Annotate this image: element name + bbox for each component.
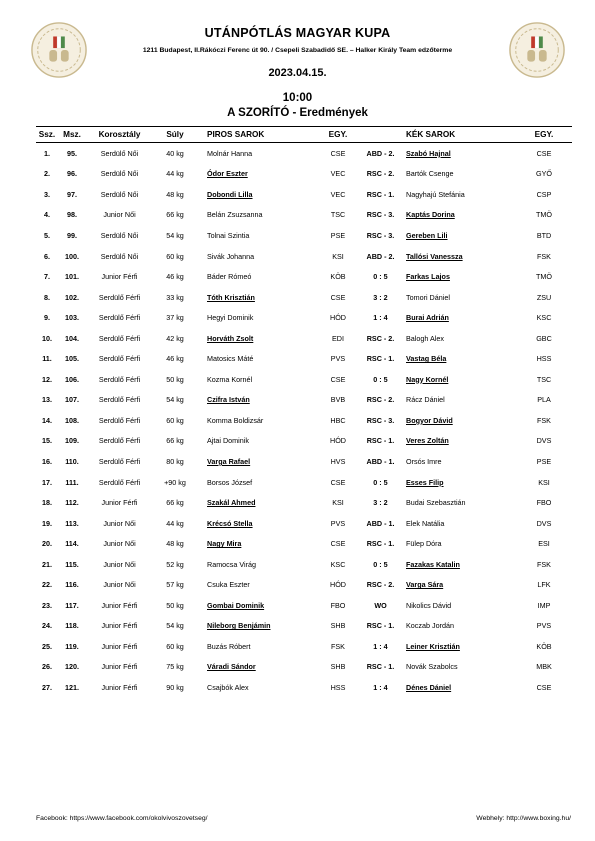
match-number: 105. (65, 354, 79, 364)
blue-corner-club: ZSU (536, 292, 552, 302)
weight-class: 48 kg (166, 189, 184, 199)
red-corner-club: TSC (330, 210, 346, 220)
blue-corner-club: GYŐ (536, 169, 552, 179)
red-corner-boxer: Váradi Sándor (207, 662, 256, 672)
col-header-korosztaly: Korosztály (86, 127, 153, 143)
red-corner-club: BVB (330, 395, 346, 405)
blue-corner-boxer: Budai Szebasztián (406, 498, 466, 508)
red-corner-boxer: Czifra István (207, 395, 250, 405)
table-row (36, 677, 572, 698)
blue-corner-boxer: Dénes Dániel (406, 682, 452, 692)
table-row (36, 266, 572, 287)
red-corner-boxer: Kozma Kornél (207, 374, 253, 384)
age-category: Serdülő Férfi (98, 395, 141, 405)
bout-number: 2. (44, 169, 50, 179)
age-category: Junior Női (103, 580, 136, 590)
bout-result: ABD - 1. (366, 518, 395, 528)
blue-corner-boxer: Leiner Krisztián (406, 641, 460, 651)
age-category: Serdülő Férfi (98, 333, 141, 343)
match-number: 119. (65, 641, 79, 651)
table-row (36, 307, 572, 328)
red-corner-boxer: Gombai Dominik (207, 600, 265, 610)
bout-result: RSC - 1. (366, 539, 395, 549)
bout-number: 27. (42, 682, 52, 692)
table-row (36, 369, 572, 390)
weight-class: 52 kg (166, 559, 184, 569)
match-number: 95. (67, 148, 77, 158)
red-corner-boxer: Krécsó Stella (207, 518, 253, 528)
table-row (36, 451, 572, 472)
event-title: UTÁNPÓTLÁS MAGYAR KUPA (204, 26, 391, 40)
table-row (36, 164, 572, 185)
bout-number: 3. (44, 189, 50, 199)
bout-number: 5. (44, 230, 50, 240)
match-number: 104. (65, 333, 79, 343)
blue-corner-boxer: Novák Szabolcs (406, 662, 458, 672)
bout-number: 24. (42, 621, 52, 631)
red-corner-boxer: Komma Boldizsár (207, 415, 264, 425)
col-header-egy-blue: EGY. (516, 127, 572, 143)
bout-result: 1 : 4 (373, 682, 388, 692)
red-corner-boxer: Tóth Krisztián (207, 292, 255, 302)
bout-number: 21. (42, 559, 52, 569)
weight-class: +90 kg (164, 477, 186, 487)
weight-class: 42 kg (166, 333, 184, 343)
table-row (36, 492, 572, 513)
match-number: 111. (65, 477, 79, 487)
bout-number: 12. (42, 374, 52, 384)
table-row (36, 472, 572, 493)
event-date: 2023.04.15. (268, 67, 327, 79)
weight-class: 54 kg (166, 395, 184, 405)
results-body (36, 143, 572, 698)
red-corner-club: HBC (330, 415, 346, 425)
red-corner-boxer: Ajtai Dominik (207, 436, 249, 446)
bout-number: 22. (42, 580, 52, 590)
red-corner-boxer: Dobondi Lilla (207, 189, 253, 199)
footer-website: Webhely: http://www.boxing.hu/ (476, 815, 571, 822)
match-number: 106. (65, 374, 79, 384)
col-header-suly: Súly (153, 127, 197, 143)
red-corner-club: PVS (330, 518, 346, 528)
table-row (36, 328, 572, 349)
red-corner-boxer: Csajbók Alex (207, 682, 249, 692)
results-table (36, 126, 572, 698)
match-number: 103. (65, 313, 79, 323)
weight-class: 66 kg (166, 498, 184, 508)
match-number: 113. (65, 518, 79, 528)
blue-corner-boxer: Esses Filip (406, 477, 444, 487)
bout-result: 0 : 5 (373, 272, 388, 282)
red-corner-club: HÓD (330, 580, 346, 590)
red-corner-club: VEC (330, 169, 346, 179)
blue-corner-boxer: Bartók Csenge (406, 169, 454, 179)
weight-class: 44 kg (166, 518, 184, 528)
blue-corner-club: FBO (536, 498, 552, 508)
bout-number: 19. (42, 518, 52, 528)
match-number: 115. (65, 559, 79, 569)
red-corner-boxer: Csuka Eszter (207, 580, 250, 590)
red-corner-boxer: Molnár Hanna (207, 148, 253, 158)
age-category: Serdülő Női (100, 251, 139, 261)
table-row (36, 205, 572, 226)
red-corner-boxer: Nileborg Benjámin (207, 621, 271, 631)
blue-corner-boxer: Vastag Béla (406, 354, 447, 364)
red-corner-club: FSK (331, 641, 345, 651)
age-category: Junior Női (103, 539, 136, 549)
age-category: Junior Férfi (101, 662, 138, 672)
bout-number: 10. (42, 333, 52, 343)
match-number: 96. (67, 169, 77, 179)
match-number: 100. (65, 251, 79, 261)
age-category: Serdülő Férfi (98, 292, 141, 302)
match-number: 102. (65, 292, 79, 302)
match-number: 120. (65, 662, 79, 672)
age-category: Serdülő Női (100, 230, 139, 240)
bout-result: ABD - 2. (366, 148, 395, 158)
table-row (36, 410, 572, 431)
age-category: Junior Női (103, 518, 136, 528)
bout-result: RSC - 3. (366, 210, 395, 220)
blue-corner-club: TMÖ (536, 272, 552, 282)
bout-result: RSC - 1. (366, 189, 395, 199)
blue-corner-club: CSE (536, 148, 552, 158)
table-row (36, 533, 572, 554)
blue-corner-boxer: Farkas Lajos (406, 272, 450, 282)
red-corner-club: HÓD (330, 313, 346, 323)
red-corner-club: KSI (332, 498, 344, 508)
red-corner-club: CSE (330, 539, 346, 549)
age-category: Serdülő Női (100, 189, 139, 199)
weight-class: 60 kg (166, 415, 184, 425)
age-category: Serdülő Férfi (98, 415, 141, 425)
blue-corner-club: PSE (536, 456, 552, 466)
age-category: Junior Férfi (101, 600, 138, 610)
blue-corner-boxer: Nikolics Dávid (406, 600, 452, 610)
blue-corner-club: FSK (537, 251, 551, 261)
bout-result: ABD - 2. (366, 251, 395, 261)
blue-corner-club: CSE (536, 682, 552, 692)
bout-result: 3 : 2 (373, 498, 388, 508)
blue-corner-club: GBC (536, 333, 552, 343)
weight-class: 75 kg (166, 662, 184, 672)
bout-number: 17. (42, 477, 52, 487)
event-venue: 1211 Budapest, II.Rákóczi Ferenc út 90. / Csepeli Szabadidő SE. – Halker Király Team edzőterme (142, 47, 453, 54)
red-corner-club: KÖB (330, 272, 346, 282)
weight-class: 66 kg (166, 436, 184, 446)
footer-facebook: Facebook: https://www.facebook.com/okolvivoszovetseg/ (36, 815, 208, 822)
age-category: Junior Férfi (101, 641, 138, 651)
match-number: 110. (65, 456, 79, 466)
age-category: Serdülő Férfi (98, 354, 141, 364)
bout-number: 15. (42, 436, 52, 446)
red-corner-club: VEC (330, 189, 346, 199)
blue-corner-club: CSP (536, 189, 552, 199)
age-category: Junior Férfi (101, 272, 138, 282)
blue-corner-club: KSI (538, 477, 550, 487)
match-number: 98. (67, 210, 77, 220)
bout-number: 23. (42, 600, 52, 610)
red-corner-boxer: Nagy Mira (207, 539, 242, 549)
weight-class: 60 kg (166, 641, 184, 651)
weight-class: 66 kg (166, 210, 184, 220)
age-category: Serdülő Férfi (98, 456, 141, 466)
red-corner-boxer: Sivák Johanna (207, 251, 255, 261)
match-number: 112. (65, 498, 79, 508)
blue-corner-club: KSC (536, 313, 552, 323)
red-corner-club: PVS (330, 354, 346, 364)
table-row (36, 143, 572, 164)
match-number: 114. (65, 539, 79, 549)
bout-number: 6. (44, 251, 50, 261)
bout-number: 20. (42, 539, 52, 549)
table-row (36, 287, 572, 308)
blue-corner-boxer: Tomori Dániel (406, 292, 450, 302)
red-corner-club: EDI (332, 333, 344, 343)
bout-result: 0 : 5 (373, 559, 388, 569)
match-number: 109. (65, 436, 79, 446)
bout-result: WO (374, 600, 387, 610)
blue-corner-boxer: Nagyhajú Stefánia (406, 189, 465, 199)
bout-number: 8. (44, 292, 50, 302)
bout-result: ABD - 1. (366, 456, 395, 466)
blue-corner-club: FSK (537, 415, 551, 425)
match-number: 121. (65, 682, 79, 692)
blue-corner-club: DVS (536, 436, 552, 446)
bout-number: 13. (42, 395, 52, 405)
blue-corner-boxer: Veres Zoltán (406, 436, 449, 446)
bout-result: 3 : 2 (373, 292, 388, 302)
col-header-piros-sarok: PIROS SAROK (197, 127, 319, 143)
bout-result: 0 : 5 (373, 477, 388, 487)
blue-corner-club: TSC (536, 374, 552, 384)
red-corner-club: KSI (332, 251, 344, 261)
bout-result: 1 : 4 (373, 641, 388, 651)
blue-corner-club: DVS (536, 518, 552, 528)
match-number: 101. (65, 272, 79, 282)
bout-result: RSC - 2. (366, 169, 395, 179)
red-corner-boxer: Horváth Zsolt (207, 333, 254, 343)
match-number: 117. (65, 600, 79, 610)
red-corner-boxer: Hegyi Dominik (207, 313, 254, 323)
bout-result: RSC - 1. (366, 662, 395, 672)
red-corner-boxer: Tolnai Szintia (207, 230, 250, 240)
bout-result: RSC - 3. (366, 230, 395, 240)
table-row (36, 390, 572, 411)
red-corner-club: HSS (330, 682, 346, 692)
col-header-result (357, 127, 404, 143)
weight-class: 80 kg (166, 456, 184, 466)
red-corner-boxer: Báder Rómeó (207, 272, 252, 282)
match-number: 107. (65, 395, 79, 405)
bout-number: 11. (42, 354, 52, 364)
blue-corner-club: FSK (537, 559, 551, 569)
table-header-row (36, 127, 572, 143)
match-number: 97. (67, 189, 77, 199)
red-corner-club: FBO (330, 600, 346, 610)
blue-corner-club: PLA (537, 395, 551, 405)
blue-corner-boxer: Kaptás Dorina (406, 210, 455, 220)
weight-class: 50 kg (166, 600, 184, 610)
red-corner-club: HVS (330, 456, 346, 466)
session-subtitle: A SZORÍTÓ - Eredmények (227, 107, 368, 119)
red-corner-club: CSE (330, 477, 346, 487)
age-category: Serdülő Férfi (98, 374, 141, 384)
blue-corner-boxer: Koczab Jordán (406, 621, 454, 631)
weight-class: 50 kg (166, 374, 184, 384)
bout-number: 14. (42, 415, 52, 425)
match-number: 108. (65, 415, 79, 425)
age-category: Serdülő Férfi (98, 436, 141, 446)
red-corner-boxer: Szakál Ahmed (207, 498, 256, 508)
age-category: Serdülő Férfi (98, 477, 141, 487)
col-header-egy-red: EGY. (319, 127, 357, 143)
table-row (36, 595, 572, 616)
col-header-kek-sarok: KÉK SAROK (404, 127, 516, 143)
blue-corner-boxer: Fülep Dóra (406, 539, 442, 549)
age-category: Junior Férfi (101, 498, 138, 508)
match-number: 118. (65, 621, 79, 631)
bout-result: 1 : 4 (373, 313, 388, 323)
bout-number: 1. (44, 148, 50, 158)
red-corner-club: CSE (330, 292, 346, 302)
blue-corner-boxer: Rácz Dániel (406, 395, 445, 405)
match-number: 116. (65, 580, 79, 590)
red-corner-club: SHB (330, 621, 346, 631)
red-corner-boxer: Borsos József (207, 477, 253, 487)
weight-class: 54 kg (166, 230, 184, 240)
table-row (36, 636, 572, 657)
blue-corner-boxer: Orsós Imre (406, 456, 442, 466)
weight-class: 48 kg (166, 539, 184, 549)
table-row (36, 348, 572, 369)
weight-class: 57 kg (166, 580, 184, 590)
bout-number: 9. (44, 313, 50, 323)
bout-result: RSC - 1. (366, 436, 395, 446)
blue-corner-boxer: Nagy Kornél (406, 374, 449, 384)
age-category: Serdülő Női (100, 169, 139, 179)
table-row (36, 616, 572, 637)
blue-corner-club: MBK (536, 662, 552, 672)
bout-number: 4. (44, 210, 50, 220)
table-row (36, 513, 572, 534)
red-corner-boxer: Buzás Róbert (207, 641, 251, 651)
blue-corner-club: TMÖ (536, 210, 552, 220)
col-header-msz: Msz. (58, 127, 86, 143)
blue-corner-boxer: Bogyor Dávid (406, 415, 453, 425)
weight-class: 44 kg (166, 169, 184, 179)
red-corner-club: SHB (330, 662, 346, 672)
bout-number: 16. (42, 456, 52, 466)
age-category: Junior Férfi (101, 621, 138, 631)
match-number: 99. (67, 230, 77, 240)
age-category: Junior Női (103, 559, 136, 569)
weight-class: 46 kg (166, 354, 184, 364)
bout-result: RSC - 1. (366, 354, 395, 364)
blue-corner-club: IMP (537, 600, 551, 610)
bout-result: 0 : 5 (373, 374, 388, 384)
red-corner-club: CSE (330, 148, 346, 158)
age-category: Junior Férfi (101, 682, 138, 692)
table-row (36, 554, 572, 575)
blue-corner-boxer: Tallósi Vanessza (406, 251, 463, 261)
red-corner-club: CSE (330, 374, 346, 384)
blue-corner-club: ESI (538, 539, 550, 549)
red-corner-boxer: Ódor Eszter (207, 169, 248, 179)
red-corner-club: HÓD (330, 436, 346, 446)
age-category: Junior Női (103, 210, 136, 220)
blue-corner-boxer: Elek Natália (406, 518, 445, 528)
bout-number: 18. (42, 498, 52, 508)
blue-corner-club: HSS (536, 354, 552, 364)
red-corner-club: KSC (330, 559, 346, 569)
table-row (36, 574, 572, 595)
age-category: Serdülő Férfi (98, 313, 141, 323)
bout-number: 26. (42, 662, 52, 672)
red-corner-boxer: Matosics Máté (207, 354, 254, 364)
weight-class: 46 kg (166, 272, 184, 282)
red-corner-boxer: Varga Rafael (207, 456, 251, 466)
table-row (36, 184, 572, 205)
weight-class: 37 kg (166, 313, 184, 323)
bout-result: RSC - 3. (366, 415, 395, 425)
red-corner-boxer: Belán Zsuzsanna (207, 210, 263, 220)
blue-corner-club: BTD (536, 230, 552, 240)
bout-result: RSC - 2. (366, 395, 395, 405)
table-row (36, 431, 572, 452)
table-row (36, 225, 572, 246)
blue-corner-club: KÖB (536, 641, 552, 651)
bout-number: 25. (42, 641, 52, 651)
red-corner-boxer: Ramocsa Virág (207, 559, 257, 569)
table-row (36, 657, 572, 678)
red-corner-club: PSE (330, 230, 346, 240)
blue-corner-club: PVS (536, 621, 552, 631)
col-header-ssz: Ssz. (36, 127, 58, 143)
weight-class: 33 kg (166, 292, 184, 302)
blue-corner-boxer: Gereben Lili (406, 230, 448, 240)
bout-result: RSC - 1. (366, 621, 395, 631)
table-row (36, 246, 572, 267)
blue-corner-boxer: Balogh Alex (406, 333, 444, 343)
blue-corner-boxer: Burai Adrián (406, 313, 449, 323)
session-time: 10:00 (282, 92, 313, 104)
blue-corner-boxer: Varga Sára (406, 580, 444, 590)
blue-corner-boxer: Fazakas Katalin (406, 559, 460, 569)
weight-class: 40 kg (166, 148, 184, 158)
blue-corner-club: LFK (537, 580, 551, 590)
weight-class: 54 kg (166, 621, 184, 631)
bout-number: 7. (44, 272, 50, 282)
bout-result: RSC - 2. (366, 580, 395, 590)
blue-corner-boxer: Szabó Hajnal (406, 148, 451, 158)
weight-class: 60 kg (166, 251, 184, 261)
weight-class: 90 kg (166, 682, 184, 692)
age-category: Serdülő Női (100, 148, 139, 158)
bout-result: RSC - 2. (366, 333, 395, 343)
